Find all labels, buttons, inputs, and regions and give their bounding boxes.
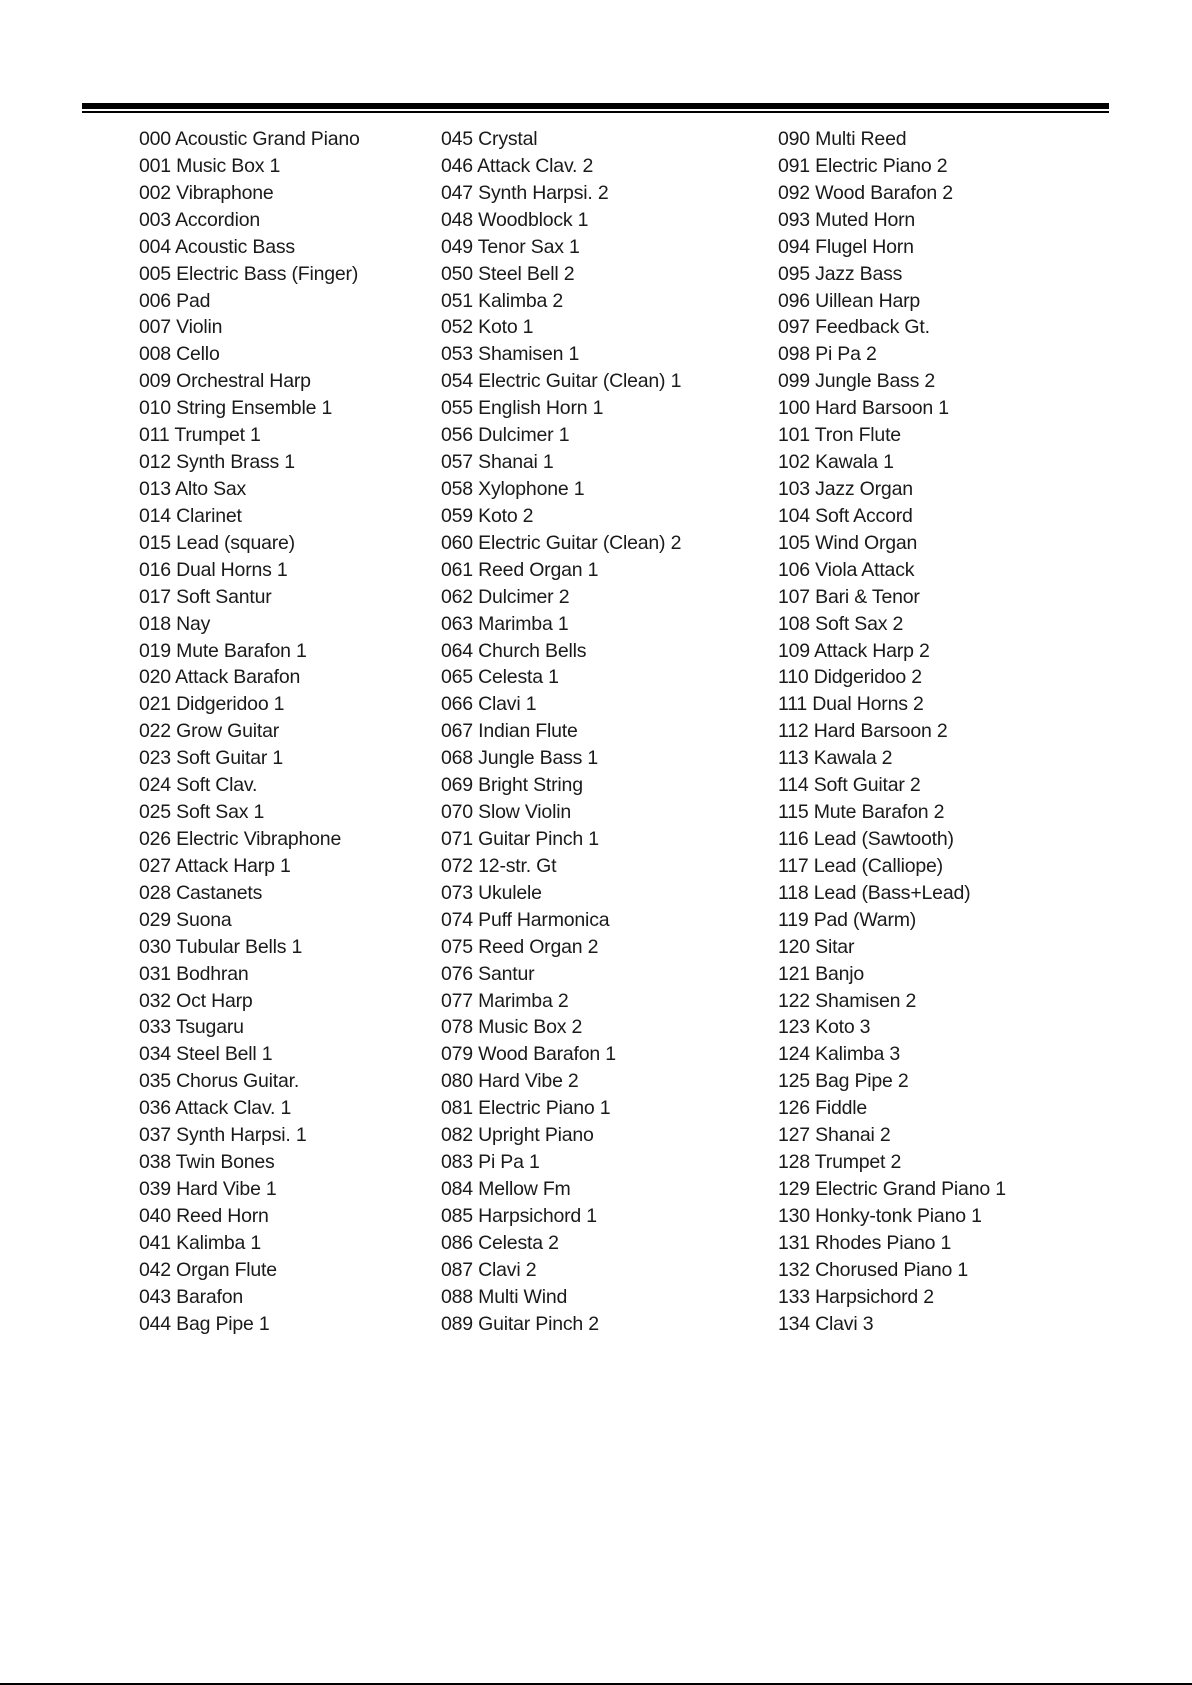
voice-list-item: 070 Slow Violin xyxy=(441,801,571,824)
voice-list-item: 124 Kalimba 3 xyxy=(778,1043,901,1066)
voice-list-item: 117 Lead (Calliope) xyxy=(778,854,943,877)
voice-list-item: 004 Acoustic Bass xyxy=(139,235,295,258)
voice-list-item: 008 Cello xyxy=(139,343,220,366)
voice-list-item: 035 Chorus Guitar. xyxy=(139,1070,300,1093)
voice-list-item: 031 Bodhran xyxy=(139,962,249,985)
voice-list-item: 106 Viola Attack xyxy=(778,558,915,581)
voice-list-item: 084 Mellow Fm xyxy=(441,1177,571,1200)
voice-list-item: 086 Celesta 2 xyxy=(441,1231,559,1254)
voice-list-item: 104 Soft Accord xyxy=(778,504,913,527)
voice-list-item: 105 Wind Organ xyxy=(778,531,918,554)
voice-list-item: 030 Tubular Bells 1 xyxy=(139,935,303,958)
voice-list-item: 134 Clavi 3 xyxy=(778,1312,874,1335)
voice-list-item: 018 Nay xyxy=(139,612,211,635)
voice-list-item: 025 Soft Sax 1 xyxy=(139,801,265,824)
voice-list-item: 005 Electric Bass (Finger) xyxy=(139,262,359,285)
voice-list-item: 034 Steel Bell 1 xyxy=(139,1043,273,1066)
voice-list-item: 066 Clavi 1 xyxy=(441,693,537,716)
voice-list-item: 006 Pad xyxy=(139,289,211,312)
voice-list-item: 055 English Horn 1 xyxy=(441,397,604,420)
voice-list-item: 113 Kawala 2 xyxy=(778,747,893,770)
voice-list-item: 074 Puff Harmonica xyxy=(441,908,610,931)
voice-list-item: 075 Reed Organ 2 xyxy=(441,935,599,958)
voice-list-item: 065 Celesta 1 xyxy=(441,666,559,689)
voice-list-item: 058 Xylophone 1 xyxy=(441,477,585,500)
voice-list-item: 093 Muted Horn xyxy=(778,208,916,231)
voice-list-item: 126 Fiddle xyxy=(778,1097,868,1120)
voice-list-item: 040 Reed Horn xyxy=(139,1204,269,1227)
voice-list-item: 009 Orchestral Harp xyxy=(139,370,311,393)
voice-list-item: 130 Honky-tonk Piano 1 xyxy=(778,1204,982,1227)
voice-list-item: 069 Bright String xyxy=(441,774,583,797)
voice-list-item: 120 Sitar xyxy=(778,935,855,958)
voice-list-item: 111 Dual Horns 2 xyxy=(778,693,924,716)
voice-list-item: 071 Guitar Pinch 1 xyxy=(441,827,599,850)
voice-list-item: 112 Hard Barsoon 2 xyxy=(778,720,948,743)
header-rule-thick xyxy=(82,103,1109,109)
voice-list-item: 052 Koto 1 xyxy=(441,316,534,339)
voice-list-item: 118 Lead (Bass+Lead) xyxy=(778,881,971,904)
voice-list-item: 057 Shanai 1 xyxy=(441,451,554,474)
voice-list-item: 029 Suona xyxy=(139,908,232,931)
voice-list-item: 116 Lead (Sawtooth) xyxy=(778,827,954,850)
voice-list-item: 010 String Ensemble 1 xyxy=(139,397,333,420)
voice-list-item: 047 Synth Harpsi. 2 xyxy=(441,181,609,204)
voice-list-item: 073 Ukulele xyxy=(441,881,542,904)
voice-list-item: 133 Harpsichord 2 xyxy=(778,1285,934,1308)
voice-list-item: 036 Attack Clav. 1 xyxy=(139,1097,292,1120)
voice-list-item: 096 Uillean Harp xyxy=(778,289,921,312)
voice-list-item: 098 Pi Pa 2 xyxy=(778,343,877,366)
voice-list-item: 014 Clarinet xyxy=(139,504,242,527)
voice-list-item: 087 Clavi 2 xyxy=(441,1258,537,1281)
voice-list-item: 108 Soft Sax 2 xyxy=(778,612,904,635)
voice-list-item: 115 Mute Barafon 2 xyxy=(778,801,945,824)
voice-list-item: 043 Barafon xyxy=(139,1285,244,1308)
voice-list-item: 007 Violin xyxy=(139,316,223,339)
header-rule-thin xyxy=(82,111,1109,113)
voice-list-item: 021 Didgeridoo 1 xyxy=(139,693,285,716)
voice-list-item: 114 Soft Guitar 2 xyxy=(778,774,921,797)
voice-list-item: 045 Crystal xyxy=(441,128,538,150)
voice-list-column-3 xyxy=(778,126,1006,1337)
voice-list-item: 082 Upright Piano xyxy=(441,1124,594,1147)
voice-list-item: 044 Bag Pipe 1 xyxy=(139,1312,270,1335)
voice-list-item: 061 Reed Organ 1 xyxy=(441,558,599,581)
voice-list-item: 068 Jungle Bass 1 xyxy=(441,747,599,770)
voice-list-item: 064 Church Bells xyxy=(441,639,587,662)
voice-list-item: 132 Chorused Piano 1 xyxy=(778,1258,969,1281)
voice-list-item: 085 Harpsichord 1 xyxy=(441,1204,597,1227)
voice-list-item: 088 Multi Wind xyxy=(441,1285,568,1308)
voice-list-item: 022 Grow Guitar xyxy=(139,720,280,743)
voice-list-item: 011 Trumpet 1 xyxy=(139,424,261,447)
voice-list-column-1 xyxy=(139,126,360,1337)
voice-list-item: 089 Guitar Pinch 2 xyxy=(441,1312,599,1335)
voice-list-item: 080 Hard Vibe 2 xyxy=(441,1070,579,1093)
voice-list-item: 060 Electric Guitar (Clean) 2 xyxy=(441,531,682,554)
voice-list-item: 092 Wood Barafon 2 xyxy=(778,181,953,204)
voice-list-item: 097 Feedback Gt. xyxy=(778,316,930,339)
voice-list-item: 028 Castanets xyxy=(139,881,263,904)
voice-list-item: 122 Shamisen 2 xyxy=(778,989,917,1012)
voice-list-item: 033 Tsugaru xyxy=(139,1016,244,1039)
voice-list-column-2 xyxy=(441,126,681,1337)
voice-list-item: 003 Accordion xyxy=(139,208,260,231)
voice-list-item: 046 Attack Clav. 2 xyxy=(441,154,594,177)
voice-list-item: 054 Electric Guitar (Clean) 1 xyxy=(441,370,682,393)
voice-list-item: 056 Dulcimer 1 xyxy=(441,424,570,447)
voice-list-item: 027 Attack Harp 1 xyxy=(139,854,291,877)
voice-list-item: 081 Electric Piano 1 xyxy=(441,1097,611,1120)
voice-list-item: 015 Lead (square) xyxy=(139,531,295,554)
voice-list-item: 099 Jungle Bass 2 xyxy=(778,370,936,393)
voice-list-item: 101 Tron Flute xyxy=(778,424,901,447)
voice-list-item: 049 Tenor Sax 1 xyxy=(441,235,580,258)
voice-list-item: 001 Music Box 1 xyxy=(139,154,281,177)
voice-list-item: 094 Flugel Horn xyxy=(778,235,914,258)
voice-list-item: 119 Pad (Warm) xyxy=(778,908,917,931)
voice-list-item: 048 Woodblock 1 xyxy=(441,208,589,231)
voice-list-item: 026 Electric Vibraphone xyxy=(139,827,342,850)
voice-list-item: 051 Kalimba 2 xyxy=(441,289,564,312)
voice-list-item: 100 Hard Barsoon 1 xyxy=(778,397,949,420)
voice-list-item: 024 Soft Clav. xyxy=(139,774,258,797)
voice-list-item: 032 Oct Harp xyxy=(139,989,253,1012)
voice-list-item: 128 Trumpet 2 xyxy=(778,1151,902,1174)
voice-list-item: 020 Attack Barafon xyxy=(139,666,301,689)
voice-list-item: 129 Electric Grand Piano 1 xyxy=(778,1177,1006,1200)
voice-list-item: 062 Dulcimer 2 xyxy=(441,585,570,608)
voice-list-item: 123 Koto 3 xyxy=(778,1016,871,1039)
voice-list-item: 019 Mute Barafon 1 xyxy=(139,639,307,662)
voice-list-item: 002 Vibraphone xyxy=(139,181,274,204)
voice-list-item: 083 Pi Pa 1 xyxy=(441,1151,540,1174)
voice-list-item: 042 Organ Flute xyxy=(139,1258,277,1281)
voice-list-item: 012 Synth Brass 1 xyxy=(139,451,295,474)
voice-list-item: 023 Soft Guitar 1 xyxy=(139,747,284,770)
voice-list-item: 121 Banjo xyxy=(778,962,865,985)
voice-list-item: 059 Koto 2 xyxy=(441,504,534,527)
voice-list-item: 041 Kalimba 1 xyxy=(139,1231,262,1254)
voice-list-item: 103 Jazz Organ xyxy=(778,477,913,500)
voice-list-item: 102 Kawala 1 xyxy=(778,451,894,474)
voice-list-item: 090 Multi Reed xyxy=(778,128,907,150)
voice-list-item: 077 Marimba 2 xyxy=(441,989,569,1012)
voice-list-item: 127 Shanai 2 xyxy=(778,1124,891,1147)
voice-list-item: 091 Electric Piano 2 xyxy=(778,154,948,177)
voice-list-item: 000 Acoustic Grand Piano xyxy=(139,128,360,150)
voice-list-item: 037 Synth Harpsi. 1 xyxy=(139,1124,307,1147)
voice-list-item: 053 Shamisen 1 xyxy=(441,343,580,366)
voice-list-item: 131 Rhodes Piano 1 xyxy=(778,1231,952,1254)
voice-list-item: 050 Steel Bell 2 xyxy=(441,262,575,285)
voice-list-item: 016 Dual Horns 1 xyxy=(139,558,288,581)
voice-list-item: 109 Attack Harp 2 xyxy=(778,639,930,662)
voice-list-item: 013 Alto Sax xyxy=(139,477,247,500)
voice-list-item: 038 Twin Bones xyxy=(139,1151,275,1174)
voice-list-item: 067 Indian Flute xyxy=(441,720,578,743)
voice-list-item: 110 Didgeridoo 2 xyxy=(778,666,922,689)
voice-list-item: 017 Soft Santur xyxy=(139,585,272,608)
voice-list-item: 095 Jazz Bass xyxy=(778,262,903,285)
voice-list-item: 072 12-str. Gt xyxy=(441,854,557,877)
voice-list-item: 125 Bag Pipe 2 xyxy=(778,1070,909,1093)
voice-list-item: 039 Hard Vibe 1 xyxy=(139,1177,277,1200)
voice-list-item: 078 Music Box 2 xyxy=(441,1016,583,1039)
voice-list-item: 107 Bari & Tenor xyxy=(778,585,920,608)
voice-list-item: 063 Marimba 1 xyxy=(441,612,569,635)
voice-list-item: 076 Santur xyxy=(441,962,535,985)
voice-list-item: 079 Wood Barafon 1 xyxy=(441,1043,616,1066)
